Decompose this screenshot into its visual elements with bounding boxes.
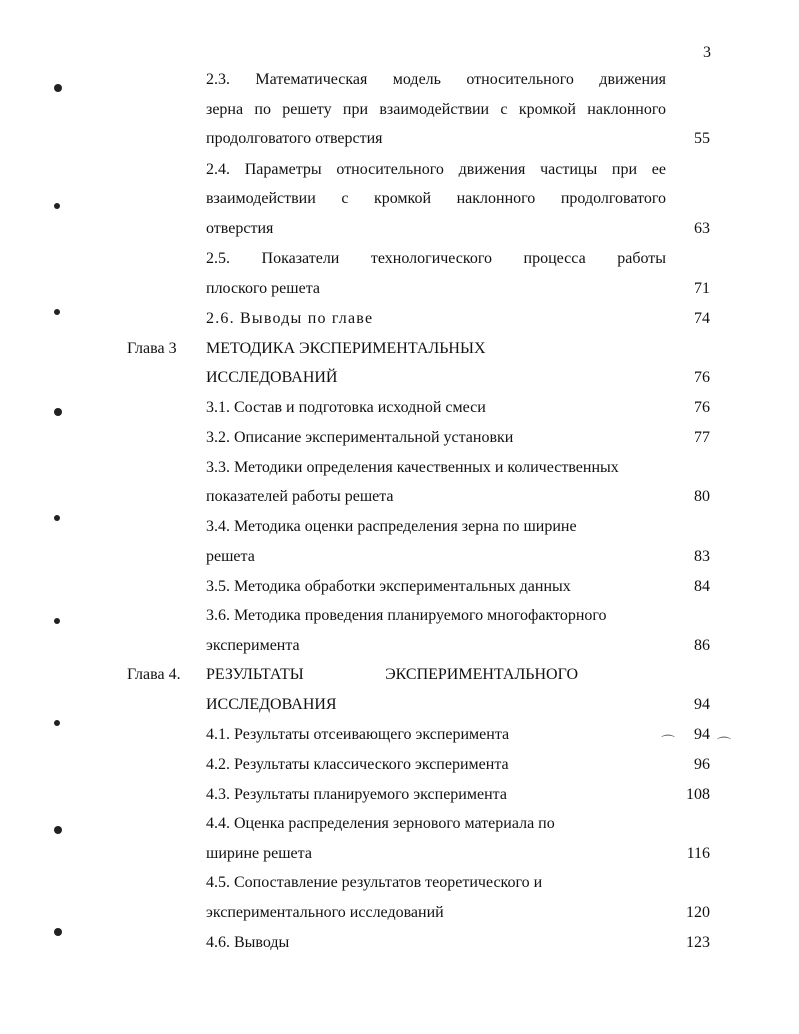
toc-text: 2.3. Математическая модель относительного движения bbox=[206, 71, 666, 88]
toc-page: 94 bbox=[694, 726, 710, 743]
toc-page: 86 bbox=[694, 637, 710, 654]
toc-page: 76 bbox=[694, 399, 710, 416]
toc-line bbox=[0, 518, 799, 542]
pencil-mark-icon: ⌒ bbox=[717, 738, 731, 753]
toc-line bbox=[0, 578, 799, 602]
toc-text: 3.1. Состав и подготовка исходной смеси bbox=[206, 399, 486, 416]
toc-line bbox=[0, 815, 799, 839]
toc-page: 96 bbox=[694, 756, 710, 773]
toc-page: 94 bbox=[694, 696, 710, 713]
toc-text: 3.6. Методика проведения планируемого многофакторного bbox=[206, 607, 607, 624]
toc-text: 4.1. Результаты отсеивающего эксперимента bbox=[206, 726, 510, 743]
toc-line bbox=[0, 666, 799, 690]
toc-page: 71 bbox=[694, 280, 710, 297]
toc-text: эксперимента bbox=[206, 637, 300, 654]
toc-page: 84 bbox=[694, 578, 710, 595]
toc-text: показателей работы решета bbox=[206, 488, 394, 505]
toc-text: 2.4. Параметры относительного движения частицы при ее bbox=[206, 161, 666, 178]
toc-line bbox=[0, 934, 799, 958]
toc-text: РЕЗУЛЬТАТЫ ЭКСПЕРИМЕНТАЛЬНОГО bbox=[206, 666, 578, 683]
toc-line bbox=[0, 548, 799, 572]
toc-line bbox=[0, 874, 799, 898]
page-number: 3 bbox=[703, 44, 711, 61]
toc-line bbox=[0, 101, 799, 125]
toc-line bbox=[0, 726, 799, 750]
toc-page: 74 bbox=[694, 310, 710, 327]
toc-line bbox=[0, 845, 799, 869]
toc-text: 4.4. Оценка распределения зернового материала по bbox=[206, 815, 555, 832]
toc-text: 3.2. Описание экспериментальной установки bbox=[206, 429, 514, 446]
toc-text: взаимодействии с кромкой наклонного продолговатого bbox=[206, 190, 666, 207]
toc-text: решета bbox=[206, 548, 255, 565]
toc-line bbox=[0, 340, 799, 364]
toc-text: зерна по решету при взаимодействии с кромкой наклонного bbox=[206, 101, 666, 118]
toc-chapter-label: Глава 4. bbox=[127, 666, 181, 683]
toc-text: 2.5. Показатели технологического процесса работы bbox=[206, 250, 666, 267]
toc-page: 55 bbox=[694, 130, 710, 147]
toc-line bbox=[0, 756, 799, 780]
toc-text: 4.6. Выводы bbox=[206, 934, 290, 951]
toc-line bbox=[0, 369, 799, 393]
toc-page: 83 bbox=[694, 548, 710, 565]
toc-line bbox=[0, 786, 799, 810]
pencil-mark-icon: ⌒ bbox=[661, 736, 675, 751]
toc-line bbox=[0, 190, 799, 214]
toc-text: 4.3. Результаты планируемого эксперимента bbox=[206, 786, 507, 803]
toc-page: 116 bbox=[686, 845, 710, 862]
toc-line bbox=[0, 637, 799, 661]
toc-page: 63 bbox=[694, 220, 710, 237]
toc-line bbox=[0, 696, 799, 720]
toc-page: 120 bbox=[686, 904, 710, 921]
toc-line bbox=[0, 130, 799, 154]
toc-text: 2.6. Выводы по главе bbox=[206, 310, 374, 327]
toc-text: ширине решета bbox=[206, 845, 312, 862]
toc-text: плоского решета bbox=[206, 280, 320, 297]
toc-line bbox=[0, 310, 799, 334]
toc-line bbox=[0, 607, 799, 631]
toc-line bbox=[0, 488, 799, 512]
toc-line bbox=[0, 429, 799, 453]
toc-line bbox=[0, 280, 799, 304]
toc-text: ИССЛЕДОВАНИЯ bbox=[206, 696, 337, 713]
toc-text: ИССЛЕДОВАНИЙ bbox=[206, 369, 338, 386]
toc-line bbox=[0, 459, 799, 483]
toc-text: продолговатого отверстия bbox=[206, 130, 383, 147]
toc-line bbox=[0, 399, 799, 423]
toc-line bbox=[0, 904, 799, 928]
toc-text: 4.2. Результаты классического эксперимента bbox=[206, 756, 509, 773]
toc-chapter-label: Глава 3 bbox=[127, 340, 177, 357]
toc-line bbox=[0, 71, 799, 95]
toc-text: 3.5. Методика обработки экспериментальных данных bbox=[206, 578, 571, 595]
toc-page: 76 bbox=[694, 369, 710, 386]
toc-page: 77 bbox=[694, 429, 710, 446]
toc-text: экспериментального исследований bbox=[206, 904, 444, 921]
toc-text: 3.3. Методики определения качественных и количественных bbox=[206, 459, 619, 476]
toc-text: МЕТОДИКА ЭКСПЕРИМЕНТАЛЬНЫХ bbox=[206, 340, 486, 357]
toc-line bbox=[0, 220, 799, 244]
toc-text: 4.5. Сопоставление результатов теоретического и bbox=[206, 874, 543, 891]
toc-line bbox=[0, 161, 799, 185]
toc-text: отверстия bbox=[206, 220, 274, 237]
toc-text: 3.4. Методика оценки распределения зерна по ширине bbox=[206, 518, 577, 535]
toc-page: 123 bbox=[686, 934, 710, 951]
toc-page: 80 bbox=[694, 488, 710, 505]
toc-page: 108 bbox=[686, 786, 710, 803]
toc-line bbox=[0, 250, 799, 274]
